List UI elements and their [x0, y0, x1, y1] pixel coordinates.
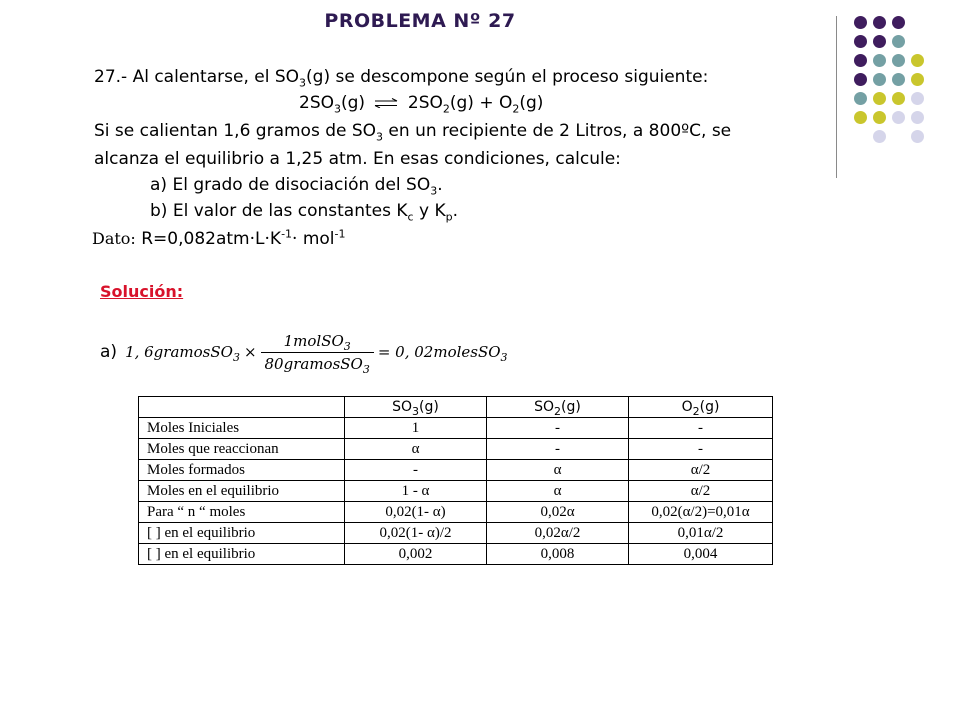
table-row [139, 523, 773, 544]
decorative-dot [873, 54, 886, 67]
table-header-so3: $SO_3(g)$ [345, 397, 487, 418]
table-row [139, 418, 773, 439]
decorative-dot [892, 54, 905, 67]
table-row [139, 544, 773, 565]
table-row-label: Moles que reaccionan [139, 439, 345, 460]
table-row-label: Para “ n “ moles [139, 502, 345, 523]
equilibrium-table [138, 396, 773, 565]
formula-fraction: $\frac{1molSO_3}{80gramosSO_3}$ [261, 332, 374, 373]
decorative-dot [873, 92, 886, 105]
table-cell: 0,02α [487, 502, 629, 523]
decorative-dot [892, 35, 905, 48]
table-header-o2: $O_2(g)$ [629, 397, 773, 418]
table-cell: - [345, 460, 487, 481]
decorative-dot [892, 16, 905, 29]
table-cell: 0,004 [629, 544, 773, 565]
problem-line-4: alcanza el equilibrio a 1,25 atm. En esas condiciones, calcule: [94, 149, 621, 169]
table-cell: 0,002 [345, 544, 487, 565]
decorative-dot [892, 73, 905, 86]
decorative-dot [911, 130, 924, 143]
table-cell: - [487, 439, 629, 460]
table-row-label: Moles en el equilibrio [139, 481, 345, 502]
decorative-dot [911, 54, 924, 67]
table-cell: α [487, 460, 629, 481]
page-title: PROBLEMA Nº 27 [324, 10, 516, 32]
table-row [139, 439, 773, 460]
equilibrium-arrows-icon [374, 98, 398, 108]
reaction-equation: $2SO_3(g) 2SO_2(g) + O_2(g)$ [299, 93, 544, 116]
table-row-label: [ ] en el equilibrio [139, 523, 345, 544]
table-row [139, 502, 773, 523]
decorative-dot [911, 73, 924, 86]
table-cell: 0,02(α/2)=0,01α [629, 502, 773, 523]
question-a: a) El grado de disociación del $SO_3$. [150, 175, 443, 198]
table-header-row [139, 397, 773, 418]
decorative-dot [873, 35, 886, 48]
table-header-so2: $SO_2(g)$ [487, 397, 629, 418]
decorative-dot [854, 35, 867, 48]
decorative-dot [873, 111, 886, 124]
table-cell: 0,008 [487, 544, 629, 565]
table-row [139, 460, 773, 481]
conversion-formula: a) 1, 6gramosSO$_3$ × $\frac{1molSO_3}{80gramosSO_3}$ = 0, 02molesSO$_3$ [100, 331, 508, 376]
decorative-dot [854, 16, 867, 29]
table-cell: 0,02(1- α) [345, 502, 487, 523]
table-row [139, 481, 773, 502]
question-b: b) El valor de las constantes $K_c$ y $K_p$. [150, 201, 458, 224]
table-cell: α [487, 481, 629, 502]
table-row-label: Moles formados [139, 460, 345, 481]
table-cell: α/2 [629, 481, 773, 502]
decorative-dot [873, 16, 886, 29]
decorative-dot [854, 92, 867, 105]
decorative-dot [854, 111, 867, 124]
table-cell: 1 - α [345, 481, 487, 502]
decorative-dot [873, 130, 886, 143]
decorative-dot [911, 111, 924, 124]
table-cell: 1 [345, 418, 487, 439]
decorative-dot [854, 54, 867, 67]
decorative-dot [854, 73, 867, 86]
table-cell: 0,02(1- α)/2 [345, 523, 487, 544]
table-row-label: [ ] en el equilibrio [139, 544, 345, 565]
problem-line-3: Si se calientan 1,6 gramos de $SO_3$ en un recipiente de 2 Litros, a 800ºC, se [94, 121, 732, 144]
table-cell: - [487, 418, 629, 439]
solution-heading: Solución: [100, 282, 184, 301]
decorative-dot [892, 92, 905, 105]
decorative-dot [911, 92, 924, 105]
decorative-dot [892, 111, 905, 124]
table-cell: 0,01α/2 [629, 523, 773, 544]
dato-line: Dato: $R=0,082atm\cdot L\cdot K^{-1}\cdot mol^{-1}$ [92, 227, 346, 249]
table-header-empty [139, 397, 345, 418]
table-cell: α/2 [629, 460, 773, 481]
table-cell: - [629, 439, 773, 460]
table-row-label: Moles Iniciales [139, 418, 345, 439]
decorative-dot [873, 73, 886, 86]
table-cell: α [345, 439, 487, 460]
problem-line-1: 27.- Al calentarse, el $SO_3(g)$ se descompone según el proceso siguiente: [94, 67, 709, 90]
table-cell: 0,02α/2 [487, 523, 629, 544]
table-cell: - [629, 418, 773, 439]
